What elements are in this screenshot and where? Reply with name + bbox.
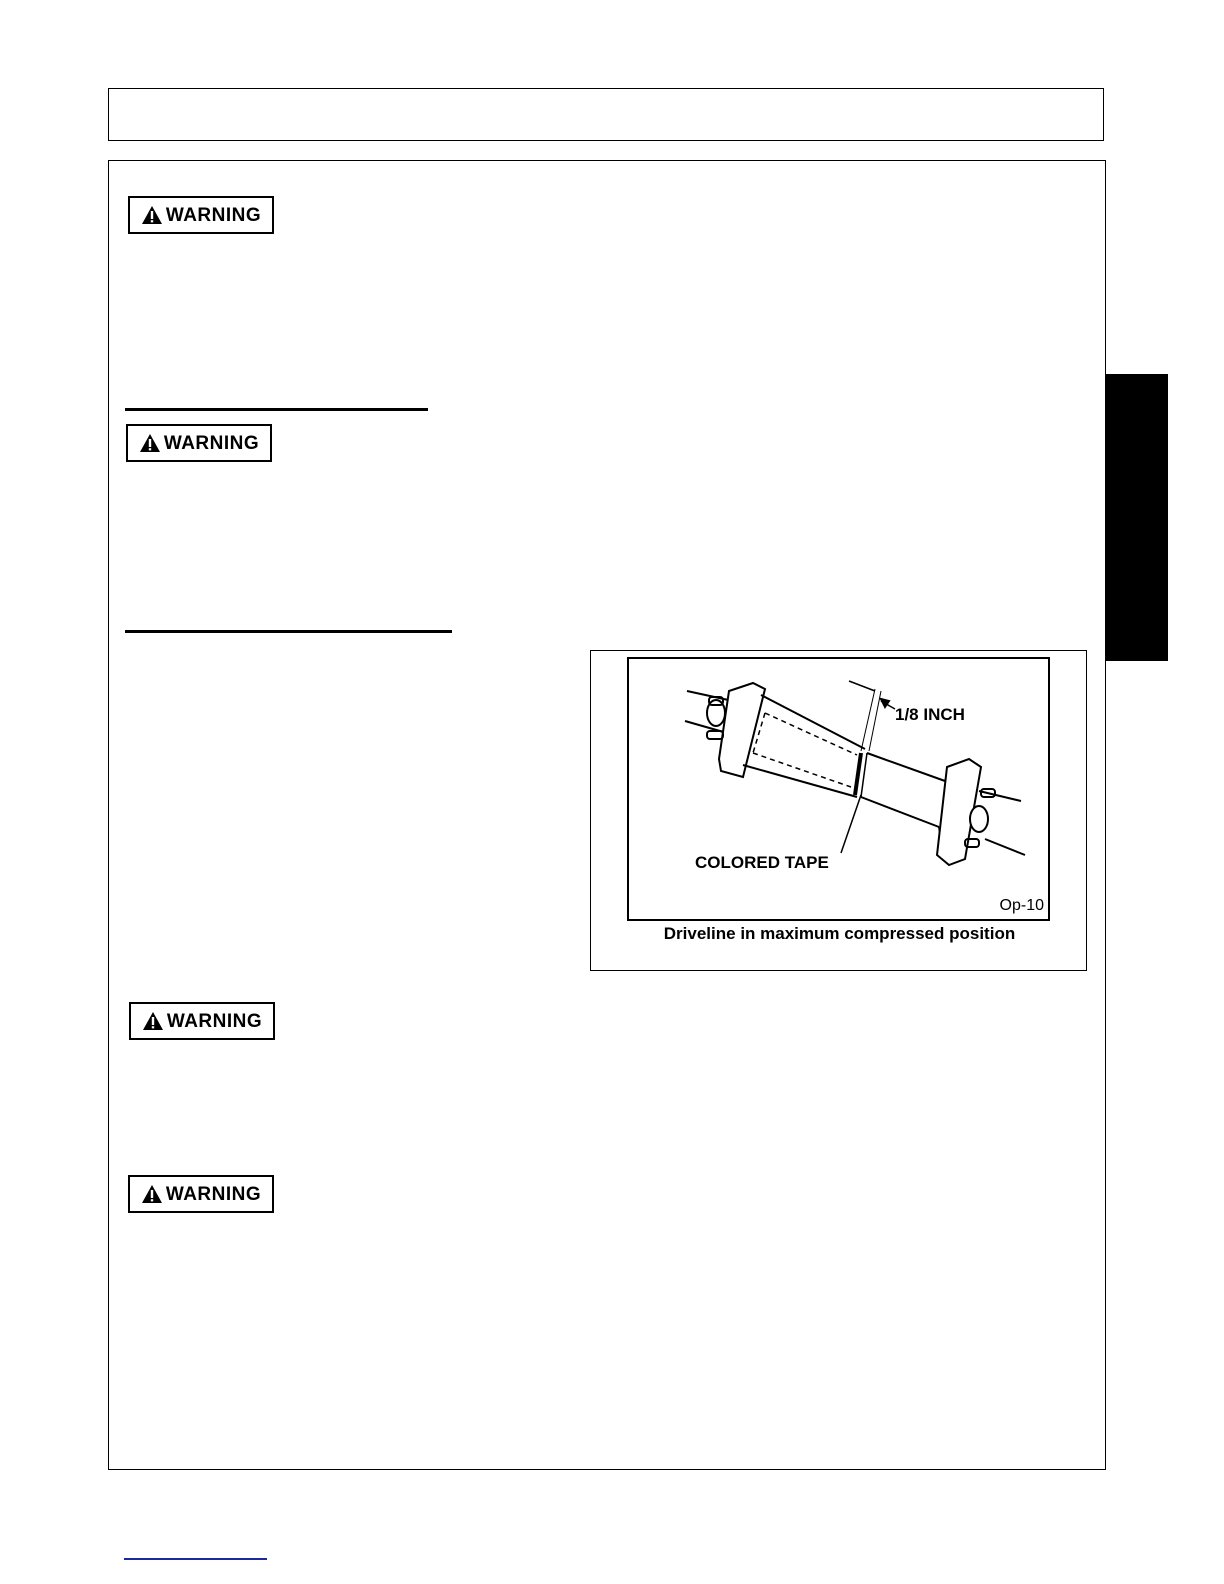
- driveline-figure: [590, 650, 1087, 971]
- warning-text: WARNING: [166, 1010, 263, 1032]
- warning-label-3: [129, 1002, 275, 1040]
- tape-label: COLORED TAPE: [695, 853, 829, 872]
- warning-label-4: [128, 1175, 274, 1213]
- driveline-illustration: [627, 657, 1050, 921]
- section-divider-2: [125, 630, 452, 633]
- driveline-drawing: [629, 659, 1048, 919]
- section-tab: [1106, 374, 1168, 661]
- figure-id: Op-10: [999, 897, 1044, 914]
- warning-label-2: [126, 424, 272, 462]
- warning-triangle-icon: [139, 433, 161, 453]
- warning-triangle-icon: [141, 1184, 163, 1204]
- footer-link[interactable]: [124, 1558, 267, 1560]
- section-divider-1: [125, 408, 428, 411]
- page-header: [108, 88, 1104, 141]
- dimension-label: 1/8 INCH: [895, 705, 965, 724]
- figure-caption: Driveline in maximum compressed position: [663, 924, 1016, 943]
- warning-triangle-icon: [141, 205, 163, 225]
- warning-label-1: [128, 196, 274, 234]
- warning-text: WARNING: [165, 204, 262, 226]
- warning-triangle-icon: [142, 1011, 164, 1031]
- warning-text: WARNING: [165, 1183, 262, 1205]
- warning-text: WARNING: [163, 432, 260, 454]
